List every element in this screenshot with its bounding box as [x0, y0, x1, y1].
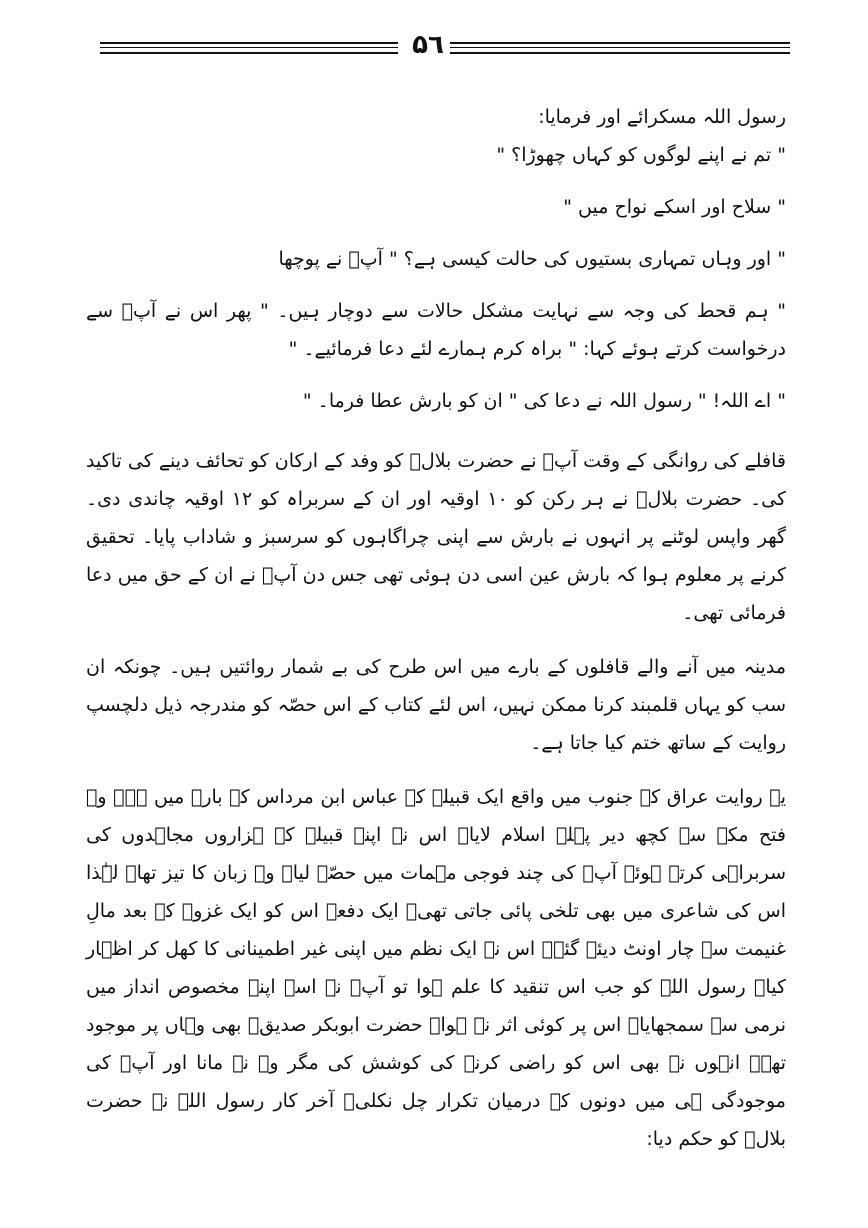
- intro-line: رسول اللہ مسکرائے اور فرمایا:: [538, 106, 786, 128]
- paragraph-1: قافلے کی روانگی کے وقت آپؐ نے حضرت بلالؓ کو وفد کے ارکان کو تحائف دینے کی تاکید کی۔ حضرت بلالؓ نے ہر رکن کو ١٠ اوقیہ اور ان کے سربراہ کو ١٢ اوقیہ چاندی دی۔ گھر واپس لوٹنے پر انہوں نے بارش سے اپنی چراگاہوں کو سرسبز و شاداب پایا۔ تحقیق کرنے پر معلوم ہوا کہ بارش عین اسی دن ہوئی تھی جس دن آپؐ نے ان کے حق میں دعا فرمائی تھی۔: [86, 450, 787, 624]
- dialogue-line-3: " اور وہاں تمہاری بستیوں کی حالت کیسی ہے؟ " آپؐ نے پوچھا: [278, 248, 786, 270]
- dialogue-line-5: " اے اللہ! " رسول اللہ نے دعا کی " ان کو بارش عطا فرما۔ ": [302, 390, 786, 412]
- page-header: [100, 28, 790, 68]
- page-number: ۵٦: [412, 30, 444, 60]
- dialogue-line-2: " سلاح اور اسکے نواح میں ": [563, 196, 786, 218]
- paragraph-2: مدینہ میں آنے والے قافلوں کے بارے میں اس طرح کی بے شمار روائتیں ہیں۔ چونکہ ان سب کو یہاں قلمبند کرنا ممکن نہیں، اس لئے کتاب کے اس حصّہ کو مندرجہ ذیل دلچسپ روایت کے ساتھ ختم کیا جاتا ہے۔: [86, 656, 786, 754]
- paragraph-3: یہ روایت عراق کے جنوب میں واقع ایک قبیلہ کے عباس ابن مرداس کے بارے میں ہے۔ وہ فتح مکہ سے کچھ دیر پہلے اسلام لایا۔ اس نے اپنے قبیلہ کے ہزاروں مجاہدوں کی سربراہی کرتے ہوئے آپؐ کی چند فوجی مہمات میں حصّہ لیا۔ وہ زبان کا تیز تھا۔ لہٰذا اس کی شاعری میں بھی تلخی پائی جاتی تھی۔ ایک دفعہ اس کو ایک غزوہ کے بعد مالِ غنیمت سے چار اونٹ دیئے گئے۔ اس نے ایک نظم میں اپنی غیر اطمینانی کا کھل کر اظہار کیا۔ رسول اللہ کو جب اس تنقید کا علم ہوا تو آپؐ نے اسے اپنے مخصوص انداز میں نرمی سے سمجھایا۔ اس پر کوئی اثر نہ ہوا۔ حضرت ابوبکر صدیقؓ بھی وہاں پر موجود تھے۔ انہوں نے بھی اس کو راضی کرنے کی کوشش کی مگر وہ نہ مانا اور آپؐ کی موجودگی ہی میں دونوں کے درمیان تکرار چل نکلی۔ آخر کار رسول اللہ نے حضرت بلالؓ کو حکم دیا:: [86, 786, 786, 1150]
- header-rule-right: [450, 42, 790, 54]
- dialogue-line-1: " تم نے اپنے لوگوں کو کہاں چھوڑا؟ ": [496, 144, 786, 166]
- page-body: [86, 98, 786, 1174]
- dialogue-line-4: " ہم قحط کی وجہ سے نہایت مشکل حالات سے دوچار ہیں۔ " پھر اس نے آپؐ سے درخواست کرتے ہوئے کہا: " براہ کرم ہمارے لئے دعا فرمائیے۔ ": [86, 300, 786, 360]
- header-rule-left: [100, 42, 398, 54]
